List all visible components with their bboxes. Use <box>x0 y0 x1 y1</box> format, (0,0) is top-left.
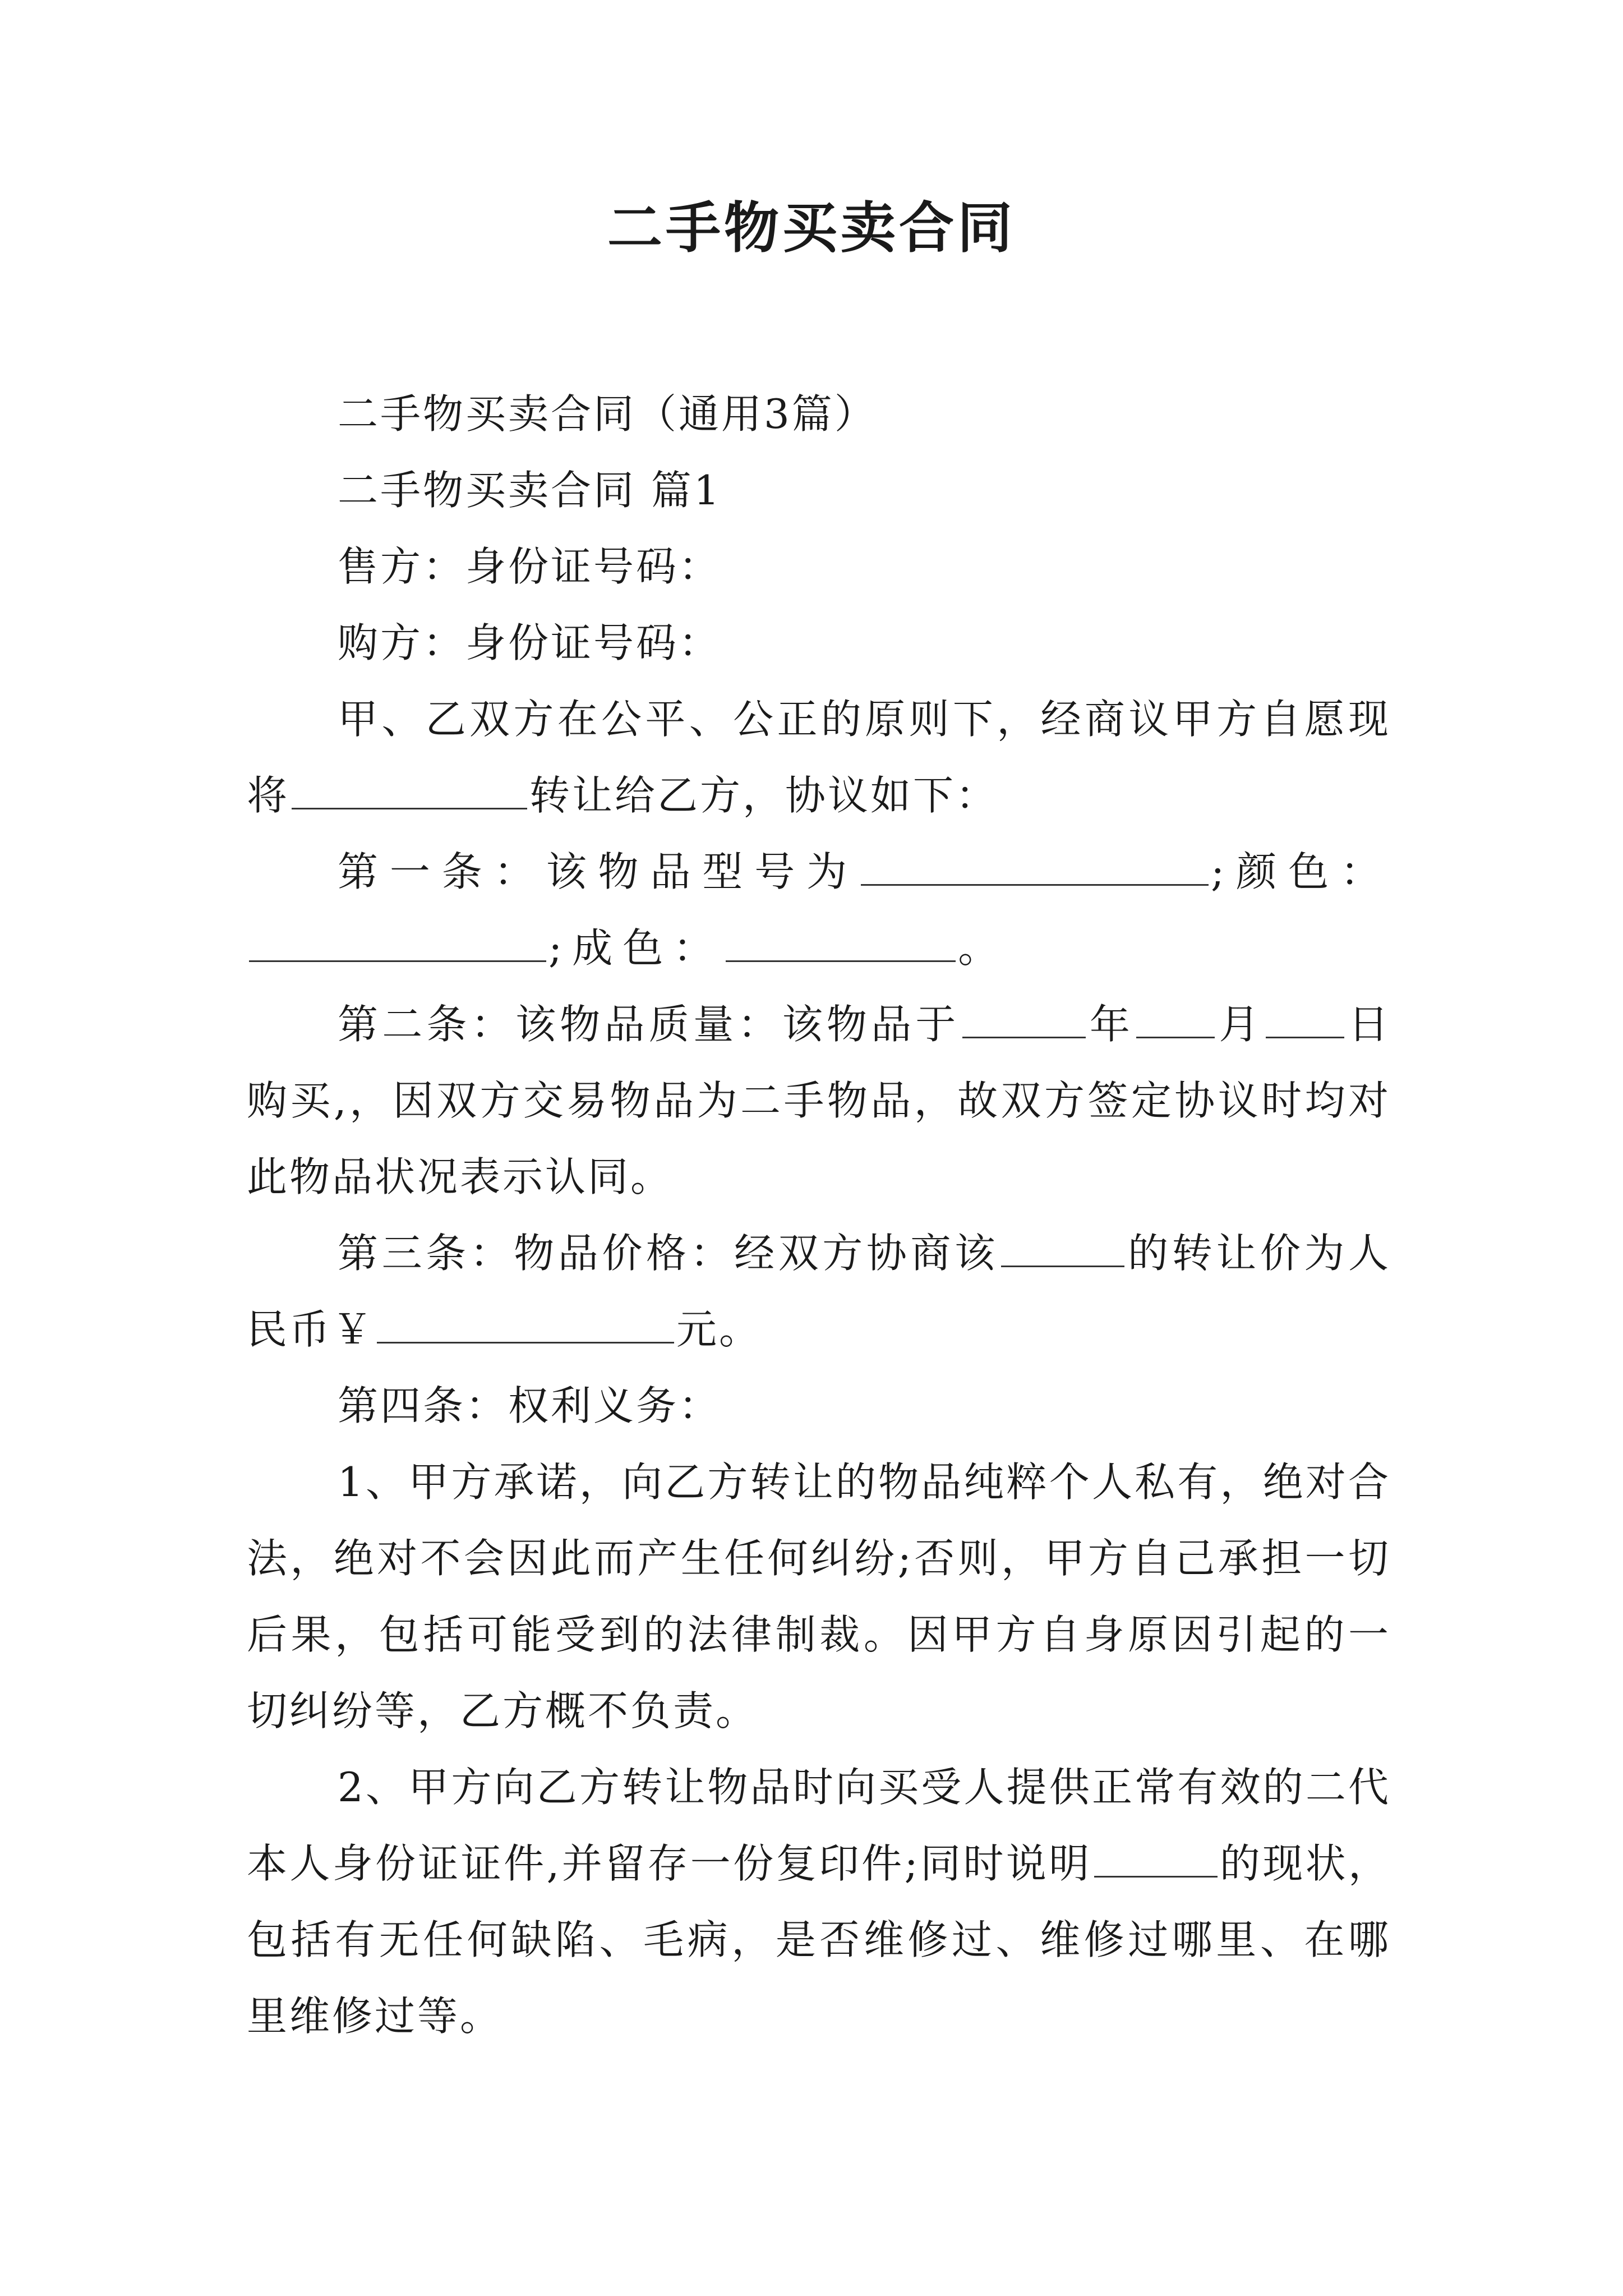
article-3-text: 第三条：物品价格：经双方协商该 <box>338 1230 999 1277</box>
year-blank <box>962 997 1086 1038</box>
paragraph-section-title: 二手物买卖合同 篇1 <box>338 467 722 514</box>
paragraph-article-2 <box>247 986 1391 1215</box>
paragraph-article-3 <box>247 1215 1391 1368</box>
month-label: 月 <box>1217 1001 1264 1048</box>
status-item-blank <box>1094 1837 1218 1878</box>
paragraph-clause-2 <box>247 1749 1391 2054</box>
model-blank <box>861 845 1209 886</box>
article-1-end: 。 <box>958 924 1009 972</box>
paragraph-clause-1: 1、甲方承诺，向乙方转让的物品纯粹个人私有，绝对合法，绝对不会因此而产生任何纠纷;否则，甲方自己承担一切后果，包括可能受到的法律制裁。因甲方自身原因引起的一切纠纷等，乙方概不负责。 <box>247 1458 1391 1734</box>
day-blank <box>1266 997 1344 1038</box>
clause-2-text: 2、甲方向乙方转让物品时向买受人提供正常有效的二代本人身份证证件,并留存一份复印件;同时说明 <box>247 1764 1391 1887</box>
paragraph-article-1 <box>247 834 1391 986</box>
paragraph-buyer: 购方：身份证号码： <box>338 619 722 666</box>
article-2-text-end: 日购买,，因双方交易物品为二手物品，故双方签定协议时均对此物品状况表示认同。 <box>247 1001 1391 1200</box>
paragraph-seller: 售方：身份证号码： <box>338 543 722 590</box>
article-1-color-label: ;颜色： <box>1211 848 1391 895</box>
month-blank <box>1136 997 1215 1038</box>
document-title: 二手物买卖合同 <box>607 196 1016 260</box>
article-3-end: 元。 <box>676 1306 762 1353</box>
article-1-condition-label: ;成色： <box>548 924 724 972</box>
color-blank <box>249 921 546 962</box>
paragraph-article-4: 第四条：权利义务： <box>338 1382 722 1429</box>
document-body <box>247 376 1391 2054</box>
preamble-text-end: 转让给乙方，协议如下： <box>529 772 999 819</box>
condition-blank <box>726 921 956 962</box>
paragraph-preamble <box>247 681 1391 834</box>
paragraph-heading: 二手物买卖合同（通用3篇） <box>338 390 877 438</box>
item-blank <box>292 769 527 809</box>
clause-2-text-end: 的现状，包括有无任何缺陷、毛病，是否维修过、维修过哪里、在哪里维修过等。 <box>247 1840 1391 2040</box>
article-3-price-label: 的转让价为人民币￥ <box>247 1230 1391 1353</box>
preamble-text: 甲、乙双方在公平、公正的原则下，经商议甲方自愿现将 <box>247 696 1391 819</box>
year-label: 年 <box>1087 1001 1135 1048</box>
article-2-text: 第二条：该物品质量：该物品于 <box>338 1001 960 1048</box>
article-1-model-label: 第一条：该物品型号为 <box>338 848 859 895</box>
price-blank <box>377 1303 674 1343</box>
item-name-blank <box>1001 1226 1124 1267</box>
